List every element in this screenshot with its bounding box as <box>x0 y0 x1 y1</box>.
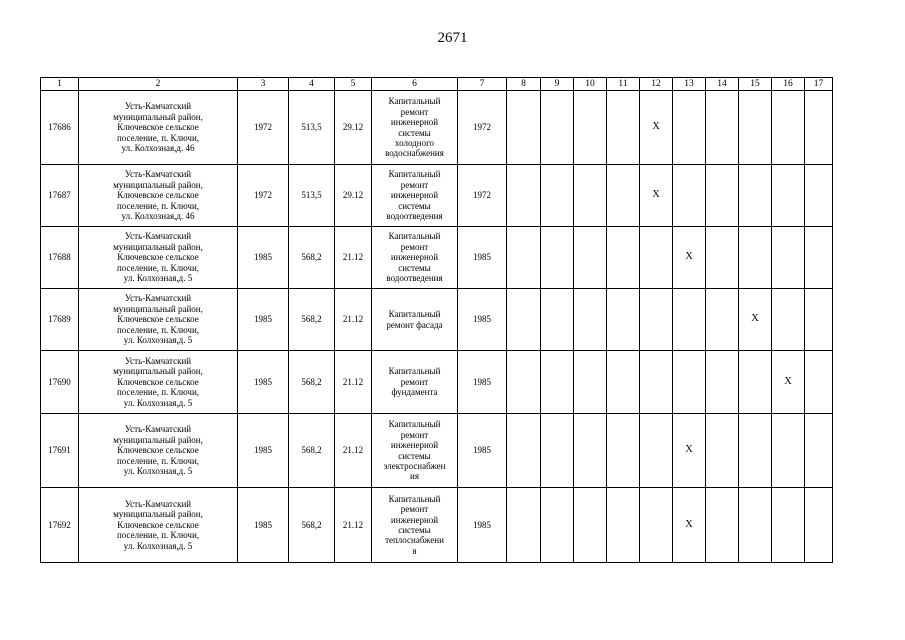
cell-line: инженерной <box>390 190 439 201</box>
cell-line: Ключевское сельское <box>117 122 199 133</box>
date-cell: 29.12 <box>335 165 372 227</box>
address-cell <box>79 289 238 351</box>
cell-line: водоотведения <box>386 211 443 222</box>
table-row <box>41 351 833 414</box>
column-8-cell <box>507 351 541 414</box>
area-cell: 568,2 <box>289 488 335 563</box>
cell-line: ул. Колхозная,д. 5 <box>123 397 193 408</box>
column-8-cell <box>507 289 541 351</box>
header-cell: 3 <box>238 78 289 91</box>
cell-line: инженерной <box>390 117 439 128</box>
work-type-cell <box>372 414 458 488</box>
year-cell: 1985 <box>458 227 507 289</box>
address-cell <box>79 227 238 289</box>
cell-line: Усть-Камчатский <box>124 101 192 112</box>
table-row <box>41 227 833 289</box>
column-14-cell <box>706 91 739 165</box>
column-8-cell <box>507 227 541 289</box>
column-12-cell <box>640 351 673 414</box>
header-cell: 13 <box>673 78 706 91</box>
header-cell: 15 <box>739 78 772 91</box>
column-9-cell <box>541 488 574 563</box>
header-cell: 1 <box>41 78 79 91</box>
column-16-cell <box>772 165 805 227</box>
area-cell: 568,2 <box>289 227 335 289</box>
column-17-cell <box>805 227 833 289</box>
column-8-cell <box>507 488 541 563</box>
cell-line: инженерной <box>390 440 439 451</box>
cell-line: ремонт <box>400 106 429 117</box>
mark-cell: Х <box>772 351 805 414</box>
column-8-cell <box>507 91 541 165</box>
cell-line: ремонт <box>400 429 429 440</box>
column-14-cell <box>706 414 739 488</box>
record-number-cell: 17688 <box>41 227 79 289</box>
cell-line: фундамента <box>391 387 438 398</box>
year-cell: 1985 <box>238 227 289 289</box>
year-cell: 1985 <box>238 289 289 351</box>
column-15-cell <box>739 488 772 563</box>
date-cell: 21.12 <box>335 414 372 488</box>
year-cell: 1985 <box>458 351 507 414</box>
cell-line: муниципальный район, <box>113 509 203 520</box>
cell-line: муниципальный район, <box>113 366 203 377</box>
cell-line: Ключевское сельское <box>117 190 199 201</box>
cell-line: электроснабжен <box>383 460 446 471</box>
column-15-cell <box>739 351 772 414</box>
cell-line: Усть-Камчатский <box>124 231 192 242</box>
header-cell: 17 <box>805 78 833 91</box>
header-cell: 16 <box>772 78 805 91</box>
year-cell: 1985 <box>458 289 507 351</box>
date-cell: 21.12 <box>335 227 372 289</box>
year-cell: 1972 <box>238 91 289 165</box>
cell-line: системы <box>398 200 431 211</box>
column-13-cell <box>673 91 706 165</box>
cell-line: я <box>412 545 417 556</box>
header-cell: 2 <box>79 78 238 91</box>
column-10-cell <box>574 488 607 563</box>
header-cell: 9 <box>541 78 574 91</box>
column-9-cell <box>541 414 574 488</box>
cell-line: теплоснабжени <box>385 535 444 546</box>
year-cell: 1972 <box>458 91 507 165</box>
year-cell: 1985 <box>238 351 289 414</box>
column-17-cell <box>805 289 833 351</box>
cell-line: водоснабжения <box>385 148 444 159</box>
work-type-cell <box>372 227 458 289</box>
column-10-cell <box>574 227 607 289</box>
year-cell: 1972 <box>238 165 289 227</box>
record-number-cell: 17692 <box>41 488 79 563</box>
column-15-cell <box>739 91 772 165</box>
cell-line: ремонт <box>400 376 429 387</box>
cell-line: ул. Колхозная,д. 5 <box>123 273 193 284</box>
cell-line: Капитальный <box>388 493 441 504</box>
cell-line: муниципальный район, <box>113 303 203 314</box>
cell-line: поселение, п. Ключи, <box>116 455 200 466</box>
column-15-cell <box>739 227 772 289</box>
table-row <box>41 488 833 563</box>
cell-line: ул. Колхозная,д. 46 <box>121 211 195 222</box>
cell-line: Ключевское сельское <box>117 445 199 456</box>
column-11-cell <box>607 351 640 414</box>
column-12-cell <box>640 227 673 289</box>
column-17-cell <box>805 414 833 488</box>
year-cell: 1972 <box>458 165 507 227</box>
cell-line: поселение, п. Ключи, <box>116 530 200 541</box>
column-14-cell <box>706 227 739 289</box>
mark-cell: Х <box>673 227 706 289</box>
column-11-cell <box>607 488 640 563</box>
record-number-cell: 17687 <box>41 165 79 227</box>
work-type-cell <box>372 91 458 165</box>
column-14-cell <box>706 351 739 414</box>
column-10-cell <box>574 351 607 414</box>
column-17-cell <box>805 488 833 563</box>
year-cell: 1985 <box>458 488 507 563</box>
column-10-cell <box>574 165 607 227</box>
cell-line: поселение, п. Ключи, <box>116 200 200 211</box>
cell-line: ремонт <box>400 504 429 515</box>
cell-line: Усть-Камчатский <box>124 355 192 366</box>
header-cell: 5 <box>335 78 372 91</box>
cell-line: Капитальный <box>388 231 441 242</box>
column-10-cell <box>574 289 607 351</box>
cell-line: Капитальный <box>388 309 441 320</box>
cell-line: муниципальный район, <box>113 434 203 445</box>
column-16-cell <box>772 91 805 165</box>
address-cell <box>79 488 238 563</box>
column-15-cell <box>739 165 772 227</box>
area-cell: 513,5 <box>289 165 335 227</box>
cell-line: Ключевское сельское <box>117 252 199 263</box>
column-9-cell <box>541 165 574 227</box>
date-cell: 21.12 <box>335 289 372 351</box>
cell-line: поселение, п. Ключи, <box>116 262 200 273</box>
work-type-cell <box>372 165 458 227</box>
column-11-cell <box>607 227 640 289</box>
table-row <box>41 289 833 351</box>
cell-line: Капитальный <box>388 96 441 107</box>
column-17-cell <box>805 351 833 414</box>
column-13-cell <box>673 165 706 227</box>
cell-line: холодного <box>394 137 435 148</box>
cell-line: Ключевское сельское <box>117 376 199 387</box>
address-cell <box>79 91 238 165</box>
header-row <box>41 78 833 91</box>
date-cell: 21.12 <box>335 488 372 563</box>
column-10-cell <box>574 414 607 488</box>
cell-line: системы <box>398 450 431 461</box>
repair-schedule-table <box>40 77 833 563</box>
area-cell: 568,2 <box>289 351 335 414</box>
cell-line: ремонт <box>400 241 429 252</box>
cell-line: Капитальный <box>388 419 441 430</box>
cell-line: Ключевское сельское <box>117 314 199 325</box>
header-cell: 10 <box>574 78 607 91</box>
cell-line: Ключевское сельское <box>117 519 199 530</box>
cell-line: системы <box>398 525 431 535</box>
column-9-cell <box>541 91 574 165</box>
date-cell: 29.12 <box>335 91 372 165</box>
cell-line: Капитальный <box>388 169 441 180</box>
column-12-cell <box>640 414 673 488</box>
mark-cell: Х <box>640 165 673 227</box>
work-type-cell <box>372 488 458 563</box>
column-14-cell <box>706 488 739 563</box>
column-16-cell <box>772 414 805 488</box>
address-cell <box>79 414 238 488</box>
header-cell: 11 <box>607 78 640 91</box>
cell-line: ия <box>410 471 419 482</box>
column-12-cell <box>640 289 673 351</box>
table-row <box>41 91 833 165</box>
mark-cell: Х <box>739 289 772 351</box>
column-11-cell <box>607 414 640 488</box>
work-type-cell <box>372 289 458 351</box>
cell-line: Капитальный <box>388 366 441 377</box>
column-9-cell <box>541 351 574 414</box>
page-number: 2671 <box>437 30 468 46</box>
work-type-cell <box>372 351 458 414</box>
column-16-cell <box>772 289 805 351</box>
mark-cell: Х <box>673 488 706 563</box>
cell-line: Усть-Камчатский <box>124 498 192 509</box>
mark-cell: Х <box>673 414 706 488</box>
column-17-cell <box>805 91 833 165</box>
column-16-cell <box>772 227 805 289</box>
record-number-cell: 17686 <box>41 91 79 165</box>
cell-line: системы <box>398 262 431 273</box>
cell-line: водоотведения <box>386 273 443 284</box>
cell-line: системы <box>398 127 431 138</box>
year-cell: 1985 <box>238 414 289 488</box>
cell-line: поселение, п. Ключи, <box>116 132 200 143</box>
area-cell: 513,5 <box>289 91 335 165</box>
cell-line: Усть-Камчатский <box>124 169 192 180</box>
area-cell: 568,2 <box>289 414 335 488</box>
column-8-cell <box>507 165 541 227</box>
column-9-cell <box>541 227 574 289</box>
cell-line: ул. Колхозная,д. 5 <box>123 540 193 551</box>
column-9-cell <box>541 289 574 351</box>
cell-line: Усть-Камчатский <box>124 293 192 304</box>
address-cell <box>79 351 238 414</box>
column-10-cell <box>574 91 607 165</box>
header-cell: 8 <box>507 78 541 91</box>
column-11-cell <box>607 165 640 227</box>
header-cell: 14 <box>706 78 739 91</box>
cell-line: ремонт фасада <box>386 319 443 330</box>
column-12-cell <box>640 488 673 563</box>
header-cell: 7 <box>458 78 507 91</box>
column-14-cell <box>706 289 739 351</box>
column-13-cell <box>673 351 706 414</box>
column-14-cell <box>706 165 739 227</box>
record-number-cell: 17689 <box>41 289 79 351</box>
header-cell: 6 <box>372 78 458 91</box>
table-row <box>41 165 833 227</box>
table-row <box>41 414 833 488</box>
mark-cell: Х <box>640 91 673 165</box>
column-17-cell <box>805 165 833 227</box>
cell-line: инженерной <box>390 252 439 263</box>
year-cell: 1985 <box>238 488 289 563</box>
cell-line: Усть-Камчатский <box>124 424 192 435</box>
address-cell <box>79 165 238 227</box>
date-cell: 21.12 <box>335 351 372 414</box>
year-cell: 1985 <box>458 414 507 488</box>
cell-line: ул. Колхозная,д. 46 <box>121 143 195 154</box>
header-cell: 12 <box>640 78 673 91</box>
cell-line: поселение, п. Ключи, <box>116 387 200 398</box>
area-cell: 568,2 <box>289 289 335 351</box>
cell-line: ул. Колхозная,д. 5 <box>123 466 193 477</box>
record-number-cell: 17691 <box>41 414 79 488</box>
column-15-cell <box>739 414 772 488</box>
column-8-cell <box>507 414 541 488</box>
header-cell: 4 <box>289 78 335 91</box>
column-11-cell <box>607 91 640 165</box>
cell-line: муниципальный район, <box>113 241 203 252</box>
cell-line: инженерной <box>390 514 439 525</box>
cell-line: муниципальный район, <box>113 111 203 122</box>
column-11-cell <box>607 289 640 351</box>
column-13-cell <box>673 289 706 351</box>
cell-line: поселение, п. Ключи, <box>116 324 200 335</box>
cell-line: ремонт <box>400 179 429 190</box>
cell-line: ул. Колхозная,д. 5 <box>123 335 193 346</box>
record-number-cell: 17690 <box>41 351 79 414</box>
column-16-cell <box>772 488 805 563</box>
cell-line: муниципальный район, <box>113 179 203 190</box>
